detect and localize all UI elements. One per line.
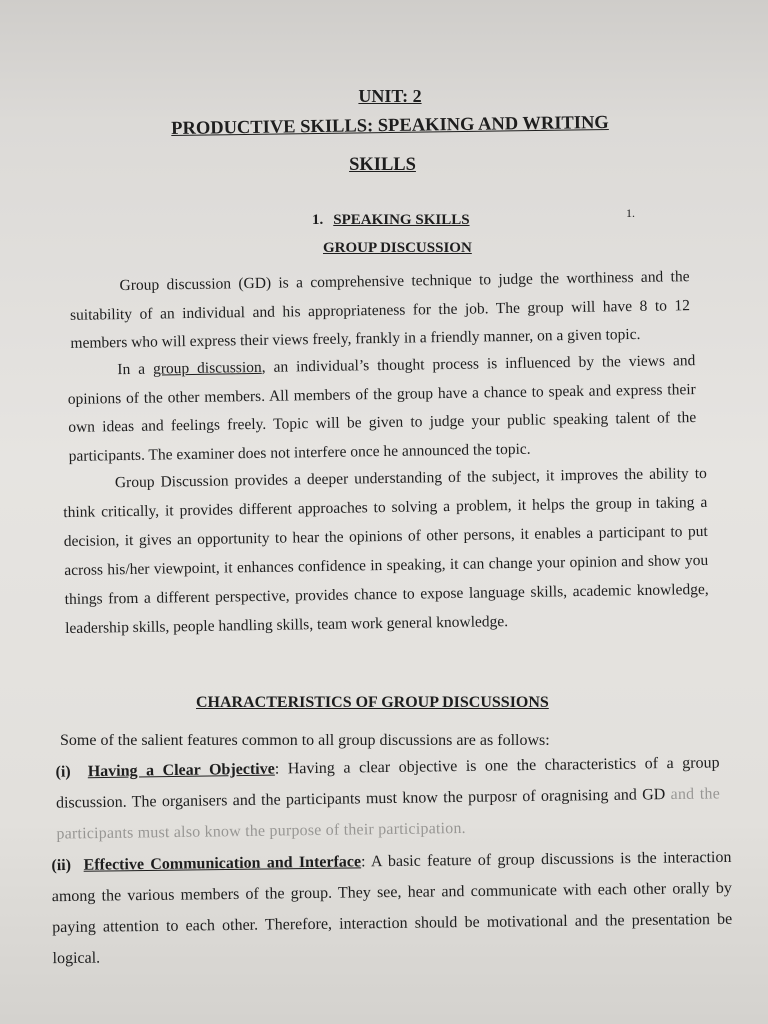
item-2-text: : A basic feature of group discussions is the interaction among the various members of the group. They see, hear and communicate with each other orally by paying attention to each other. Therefore, interaction should be motivational and the presentation be logical.: [51, 848, 733, 968]
paragraph-gd-benefits: Group Discussion provides a deeper understanding of the subject, it improves the ability to think critically, it provides different approaches to solving a problem, it helps the group in taking a decision, it gives an opportunity to hear the opinions of other persons, it enables a participant to put across his/her viewpoint, it enhances confidence in speaking, it can change your opinion and show you things from a different perspective, provides chance to expose language skills, academic knowledge, leadership skills, people handling skills, team work general knowledge.: [63, 464, 709, 638]
title-line-2-text: SKILLS: [349, 155, 416, 175]
title-line-1-text: PRODUCTIVE SKILLS: SPEAKING AND WRITING: [171, 112, 609, 140]
margin-mark: 1.: [626, 206, 635, 220]
unit-label: UNIT: 2: [358, 86, 422, 106]
item-1-label: (i): [55, 763, 71, 781]
characteristic-item-1: [55, 747, 720, 849]
paragraph-2-start: In a: [117, 360, 154, 379]
paragraph-gd-process: [67, 347, 697, 471]
section-number: 1.: [312, 212, 324, 228]
characteristic-item-2: [51, 842, 732, 974]
item-1-text: : Having a clear objective is one the characteristics of a group discussion. The organisers and the participants must know the purposr of oragnising and GD: [55, 754, 720, 812]
unit-heading: [0, 86, 768, 107]
item-2-heading: Effective Communication and Interface: [83, 853, 362, 874]
section-heading-speaking-skills: [312, 212, 470, 229]
item-1-heading: Having a Clear Objective: [87, 760, 275, 781]
item-2-label: (ii): [51, 856, 72, 875]
group-discussion-link: group discussion: [152, 358, 262, 378]
title-line-1: [0, 111, 768, 143]
title-line-2: [0, 155, 765, 176]
section-title: SPEAKING SKILLS: [333, 212, 470, 228]
characteristics-intro: Some of the salient features common to all group discussions are as follows:: [60, 732, 550, 749]
item-1-faded-text: and the participants must also know the purpose of their participation.: [56, 785, 721, 843]
subsection-heading-group-discussion: GROUP DISCUSSION: [323, 240, 472, 256]
characteristics-heading: CHARACTERISTICS OF GROUP DISCUSSIONS: [196, 694, 549, 711]
paragraph-gd-definition: Group discussion (GD) is a comprehensive technique to judge the worthiness and the suitability of an individual and his appropriateness for the job. The group will have 8 to 12 members who will express their views freely, frankly in a friendly manner, on a given topic.: [69, 268, 691, 352]
paragraph-2-rest: , an individual’s thought process is influenced by the views and opinions of the other members. All members of the group have a chance to speak and express their own ideas and feelings freely. Topic will be given to judge your public speaking talent of the participants. The examiner does not interfere once he announced the topic.: [67, 352, 697, 465]
